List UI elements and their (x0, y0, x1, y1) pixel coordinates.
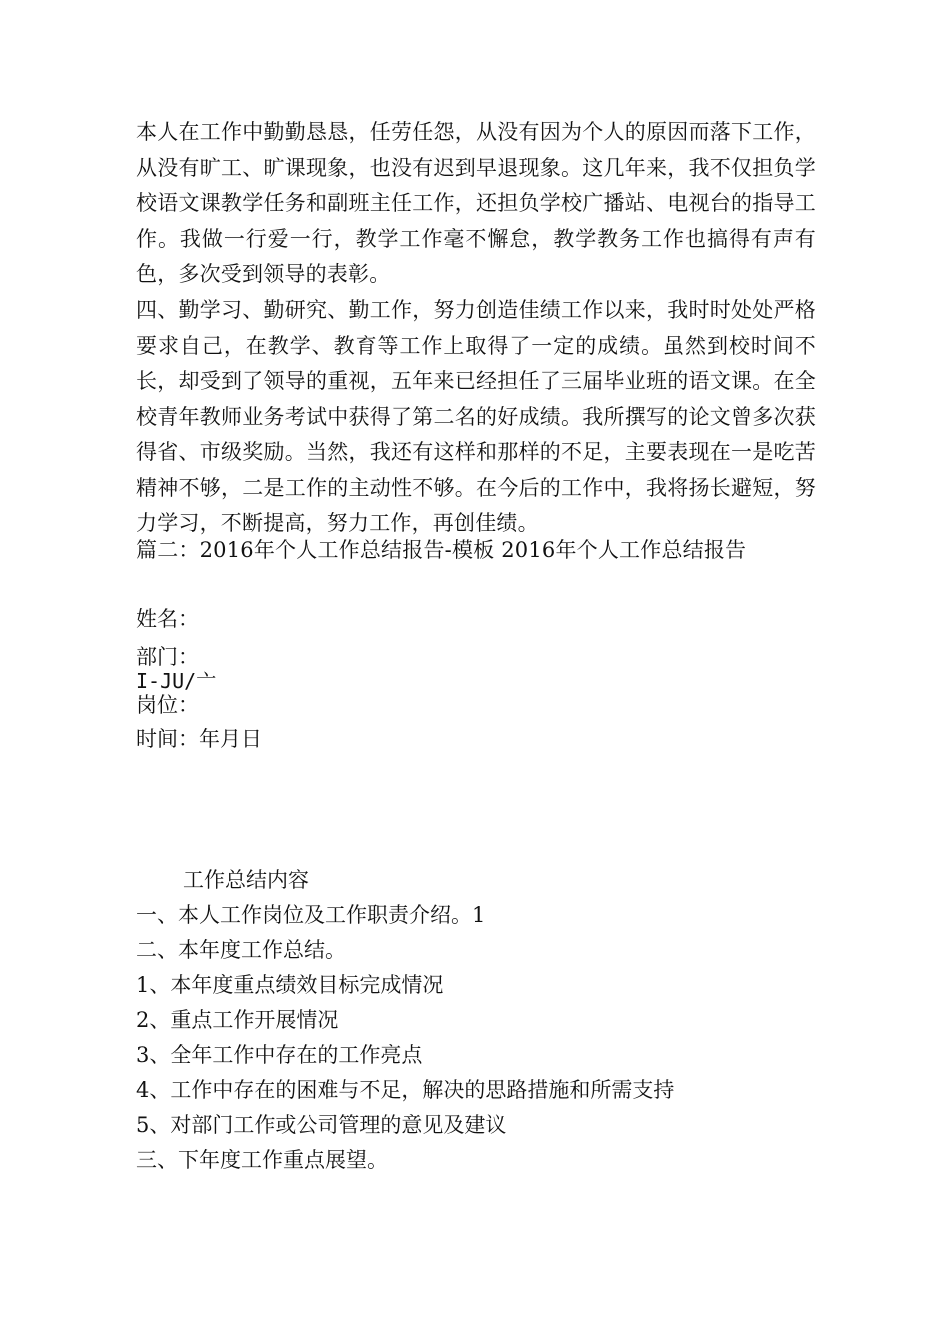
name-label: 姓名： (136, 607, 199, 631)
toc-item: 2、重点工作开展情况 (136, 1008, 339, 1032)
time-label: 时间：年月日 (136, 727, 262, 751)
section-heading-part-two: 篇二：2016年个人工作总结报告-模板 2016年个人工作总结报告 (136, 538, 747, 562)
post-label: 岗位： (136, 693, 199, 717)
toc-item: 1、本年度重点绩效目标完成情况 (136, 973, 444, 997)
department-ocr-artifact: I-JU/亠 (136, 669, 217, 693)
body-paragraph-1: 本人在工作中勤勤恳恳，任劳任怨，从没有因为个人的原因而落下工作，从没有旷工、旷课现象，也没有迟到早退现象。这几年来，我不仅担负学校语文课教学任务和副班主任工作，还担负学校广播站、电视台的指导工作。我做一行爱一行，教学工作毫不懈怠，教学教务工作也搞得有声有色，多次受到领导的表彰。 (136, 120, 816, 286)
toc-item: 5、对部门工作或公司管理的意见及建议 (136, 1113, 507, 1137)
toc-title: 工作总结内容 (183, 868, 309, 892)
body-paragraph-2: 四、勤学习、勤研究、勤工作，努力创造佳绩工作以来，我时时处处严格要求自己，在教学、教育等工作上取得了一定的成绩。虽然到校时间不长，却受到了领导的重视，五年来已经担任了三届毕业班的语文课。在全校青年教师业务考试中获得了第二名的好成绩。我所撰写的论文曾多次获得省、市级奖励。当然，我还有这样和那样的不足，主要表现在一是吃苦精神不够，二是工作的主动性不够。在今后的工作中，我将扬长避短，努力学习，不断提高，努力工作，再创佳绩。 (136, 298, 816, 535)
toc-item: 4、工作中存在的困难与不足，解决的思路措施和所需支持 (136, 1078, 675, 1102)
toc-item: 三、下年度工作重点展望。 (136, 1148, 388, 1172)
toc-item: 一、本人工作岗位及工作职责介绍。1 (136, 903, 486, 927)
toc-item: 3、全年工作中存在的工作亮点 (136, 1043, 423, 1067)
department-label: 部门： (136, 645, 199, 669)
toc-list (136, 898, 674, 1178)
toc-item: 二、本年度工作总结。 (136, 938, 346, 962)
